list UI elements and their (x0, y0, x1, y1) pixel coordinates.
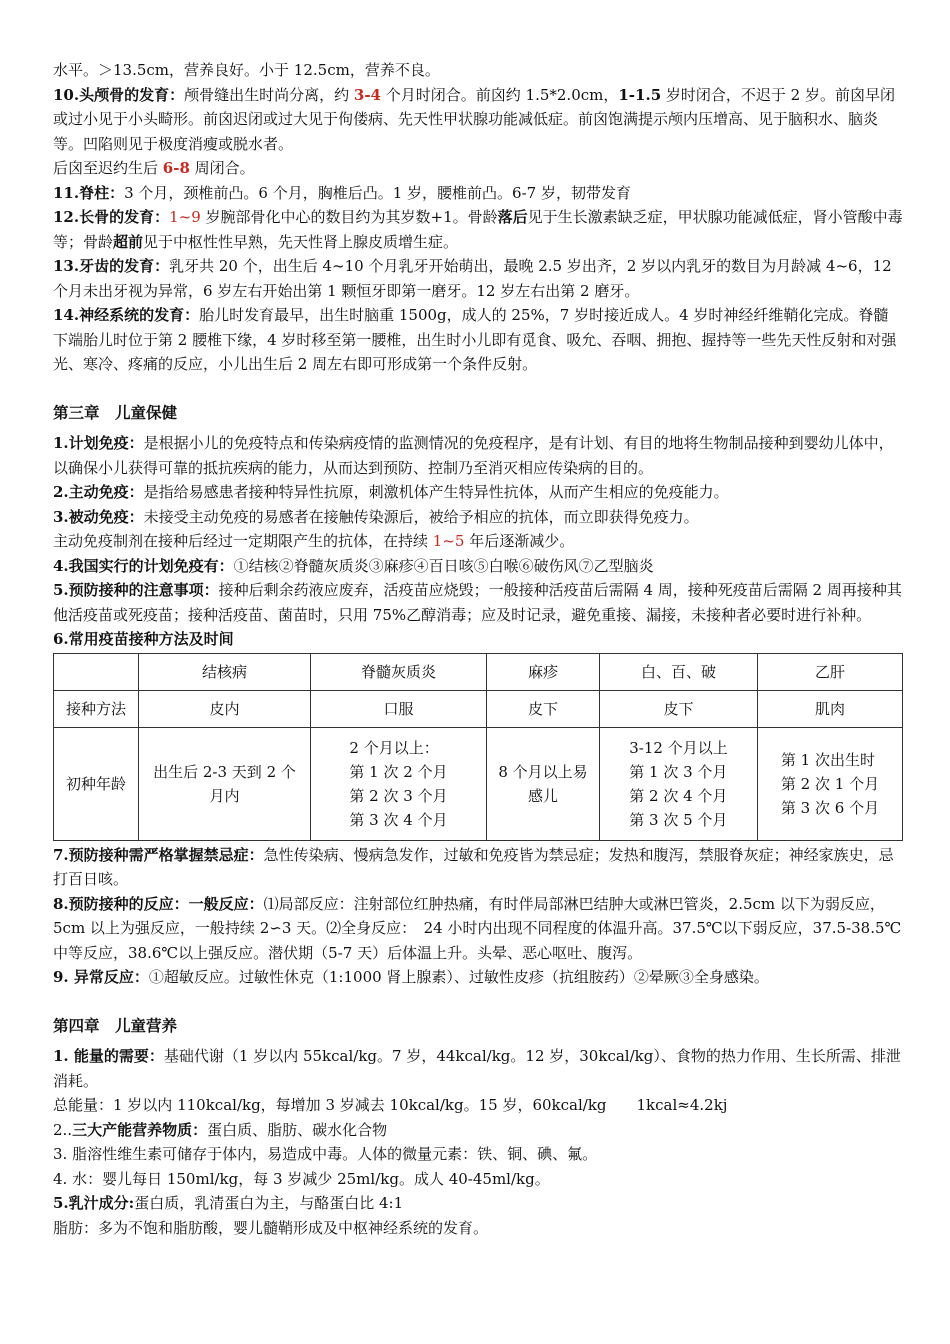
paragraph-long-bone: 12.长骨的发育：1~9 岁腕部骨化中心的数目约为其岁数+1。骨龄落后见于生长激素缺乏症，甲状腺功能减低症，肾小管酸中毒等；骨龄超前见于中枢性性早熟，先天性肾上腺皮质增生症。 (53, 208, 903, 251)
heading-skull: 10.头颅骨的发育： (53, 85, 185, 104)
paragraph-milk: 5.乳汁成分:蛋白质，乳清蛋白为主，与酪蛋白比 4:1 (53, 1194, 404, 1212)
table-cell: 皮内 (139, 690, 311, 727)
table-header-cell (54, 653, 139, 690)
chapter-3-title: 第三章 儿童保健 (53, 402, 178, 422)
table-row-age (54, 727, 903, 840)
table-cell: 2 个月以上： 第 1 次 2 个月 第 2 次 3 个月 第 3 次 4 个月 (311, 727, 487, 840)
paragraph-spine: 11.脊柱：3 个月，颈椎前凸。6 个月，胸椎后凸。1 岁，腰椎前凸。6-7 岁，韧带发育 (53, 183, 631, 202)
table-header-cell: 麻疹 (487, 653, 600, 690)
paragraph-macronutrients: 2..三大产能营养物质：蛋白质、脂肪、碳水化合物 (53, 1120, 388, 1139)
table-header-cell: 结核病 (139, 653, 311, 690)
paragraph-vaccine-reactions: 8.预防接种的反应：一般反应：⑴局部反应：注射部位红肿热痛，有时伴局部淋巴结肿大或淋巴管炎，2.5cm 以下为弱反应，5cm 以上为强反应，一般持续 2∽3 天。⑵全身反应： 24 小时内出现不同程度的体温升高。37.5℃以下弱反应，37.5-38.5℃中等反应，38.6℃以上强反应。潜伏期（5-7 天）后体温上升。头晕、恶心呕吐、腹泻。 (53, 894, 902, 962)
table-row-method (54, 690, 903, 727)
paragraph-posterior-fontanelle: 后囟至迟约生后 6-8 周闭合。 (53, 159, 255, 177)
document-page (53, 58, 903, 1240)
paragraph-antibody-duration: 主动免疫制剂在接种后经过一定期限产生的抗体，在持续 1~5 年后逐渐减少。 (53, 532, 575, 550)
paragraph-active-immunity: 2.主动免疫：是指给易感患者接种特异性抗原，刺激机体产生特异性抗体，从而产生相应的免疫能力。 (53, 483, 729, 501)
table-cell: 8 个月以上易感儿 (487, 727, 600, 840)
paragraph-immunization-list: 4.我国实行的计划免疫有：①结核②脊髓灰质炎③麻疹④百日咳⑤白喉⑥破伤风⑦乙型脑炎 (53, 556, 654, 575)
paragraph-skull-development: 10.头颅骨的发育：颅骨缝出生时尚分离，约 3-4 个月时闭合。前囟约 1.5*2.0cm，1-1.5 岁时闭合，不迟于 2 岁。前囟早闭或过小见于小头畸形。前囟迟闭或过大见于佝偻病、先天性甲状腺功能减低症。前囟饱满提示颅内压增高、见于脑积水、脑炎等。凹陷则见于极度消瘦或脱水者。 (53, 85, 895, 153)
table-caption: 6.常用疫苗接种方法及时间 (53, 630, 234, 648)
table-cell: 皮下 (600, 690, 758, 727)
paragraph-fat: 脂肪：多为不饱和脂肪酸，婴儿髓鞘形成及中枢神经系统的发育。 (53, 1218, 489, 1237)
table-cell: 口服 (311, 690, 487, 727)
table-cell: 出生后 2-3 天到 2 个月内 (139, 727, 311, 840)
table-header-cell: 乙肝 (758, 653, 903, 690)
paragraph-contraindications: 7.预防接种需严格掌握禁忌症：急性传染病、慢病急发作，过敏和免疫皆为禁忌症；发热和腹泻，禁服脊灰症；神经家族史，忌打百日咳。 (53, 845, 894, 888)
paragraph-nervous-system: 14.神经系统的发育：胎儿时发育最早，出生时脑重 1500g，成人的 25%，7 岁时接近成人。4 岁时神经纤维鞘化完成。脊髓下端胎儿时位于第 2 腰椎下缘，4 岁时移至第一腰椎，出生时小儿即有觅食、吸允、吞咽、拥抱、握持等一些先天性反射和对强光、寒冷、疼痛的反应，小儿出生后 2 周左右即可形成第一个条件反射。 (53, 306, 897, 373)
paragraph-water: 4. 水：婴儿每日 150ml/kg，每 3 岁减少 25ml/kg。成人 40-45ml/kg。 (53, 1169, 550, 1188)
row-label: 初种年龄 (54, 727, 139, 840)
table-header-cell: 白、百、破 (600, 653, 758, 690)
table-header-row (54, 653, 903, 690)
highlight-months: 3-4 (353, 85, 381, 104)
paragraph-planned-immunization: 1.计划免疫：是根据小儿的免疫特点和传染病疫情的监测情况的免疫程序，是有计划、有目的地将生物制品接种到婴幼儿体中，以确保小儿获得可靠的抵抗疾病的能力，从而达到预防、控制乃至消灭相应传染病的目的。 (53, 434, 894, 477)
table-cell: 皮下 (487, 690, 600, 727)
paragraph-vaccination-notes: 5.预防接种的注意事项：接种后剩余药液应废弃，活疫苗应烧毁；一般接种活疫苗后需隔 4 周，接种死疫苗后需隔 2 周再接种其他活疫苗或死疫苗；接种活疫苗、菌苗时，只用 75%乙醇消毒；应及时记录，避免重接、漏接，未接种者必要时进行补种。 (53, 581, 902, 624)
paragraph-energy-needs: 1. 能量的需要：基础代谢（1 岁以内 55kcal/kg。7 岁，44kcal/kg。12 岁，30kcal/kg）、食物的热力作用、生长所需、排泄消耗。 (53, 1047, 901, 1090)
paragraph-teeth: 13.牙齿的发育：乳牙共 20 个，出生后 4~10 个月乳牙开始萌出，最晚 2.5 岁出齐，2 岁以内乳牙的数目为月龄减 4~6，12 个月未出牙视为异常，6 岁左右开始出第 1 颗恒牙即第一磨牙。12 岁左右出第 2 磨牙。 (53, 257, 892, 300)
vaccine-table (53, 653, 903, 841)
row-label: 接种方法 (54, 690, 139, 727)
table-cell: 肌肉 (758, 690, 903, 727)
table-cell: 3-12 个月以上 第 1 次 3 个月 第 2 次 4 个月 第 3 次 5 个月 (600, 727, 758, 840)
chapter-4-title: 第四章 儿童营养 (53, 1015, 178, 1035)
paragraph-passive-immunity: 3.被动免疫：未接受主动免疫的易感者在接触传染源后，被给予相应的抗体，而立即获得免疫力。 (53, 507, 699, 526)
paragraph-head-circumference: 水平。＞13.5cm，营养良好。小于 12.5cm，营养不良。 (53, 61, 440, 79)
paragraph-abnormal-reactions: 9. 异常反应：①超敏反应。过敏性休克（1:1000 肾上腺素）、过敏性皮疹（抗组胺药）②晕厥③全身感染。 (53, 968, 769, 986)
table-header-cell: 脊髓灰质炎 (311, 653, 487, 690)
paragraph-vitamins: 3. 脂溶性维生素可储存于体内，易造成中毒。人体的微量元素：铁、铜、碘、氟。 (53, 1145, 598, 1163)
paragraph-total-energy: 总能量：1 岁以内 110kcal/kg，每增加 3 岁减去 10kcal/kg。15 岁，60kcal/kg 1kcal≈4.2kj (53, 1096, 728, 1114)
table-cell: 第 1 次出生时 第 2 次 1 个月 第 3 次 6 个月 (758, 727, 903, 840)
